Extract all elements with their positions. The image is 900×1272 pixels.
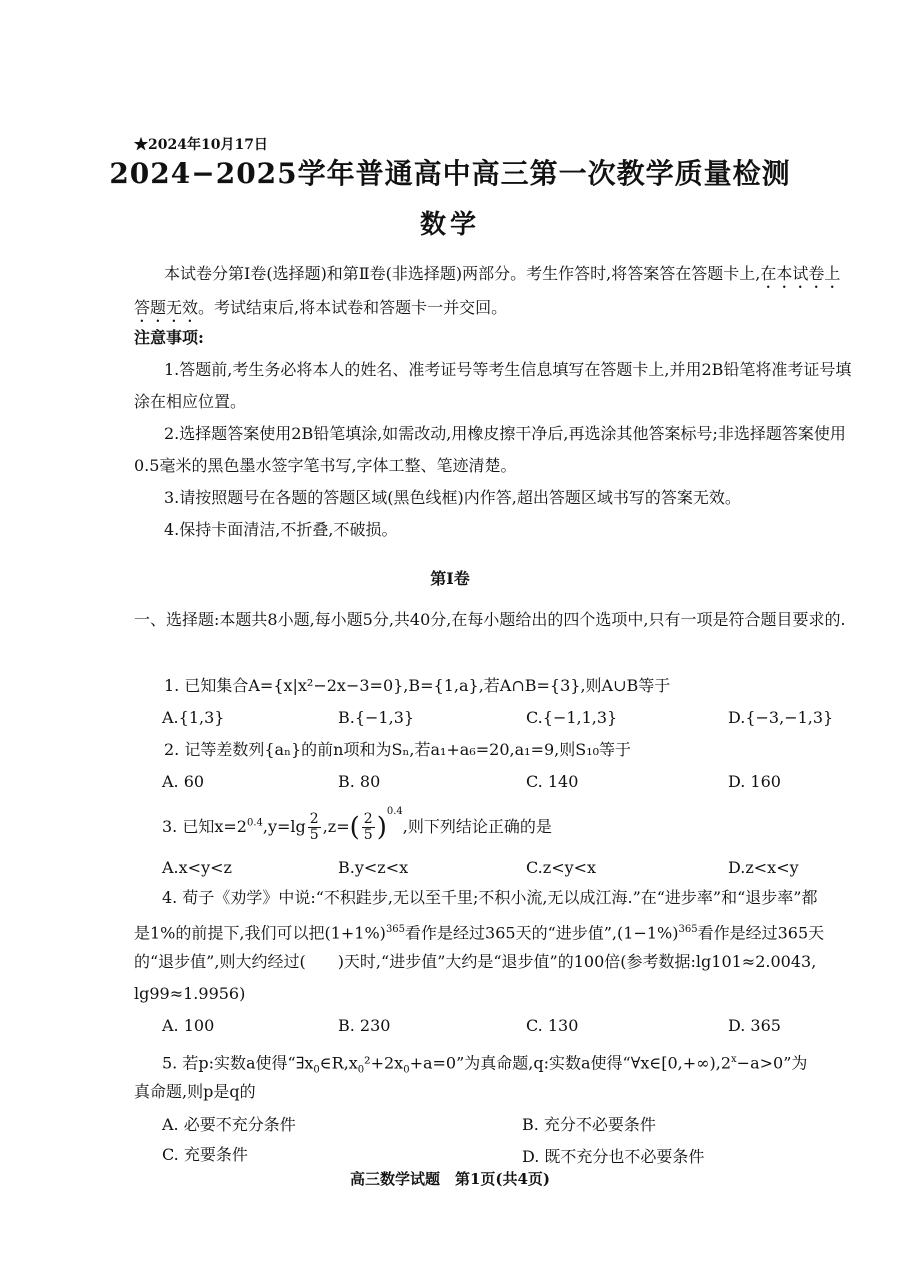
question-2-option-b: B. 80 [338,772,381,791]
q3-fraction-1: $\frac{2}{5}$ [309,811,319,843]
q3-mid1: ,y=lg [262,817,306,836]
page-footer: 高三数学试题 第1页(共4页) [349,1170,551,1188]
notes-heading: 注意事项: [134,328,204,347]
question-4-line-3: 的“退步值”,则大约经过( )天时,“进步值”大约是“退步值”的100倍(参考数据:lg101≈2.0043, [134,952,817,971]
section-title: 第Ⅰ卷 [430,569,470,588]
question-3-option-d: D.z<x<y [728,858,799,877]
question-4-option-b: B. 230 [338,1016,391,1035]
q3-pre: 3. 已知x=2 [162,817,247,836]
question-5-line-1: 5. 若p:实数a使得“$\exists x_0\in R,x_0^2+2x_0+a=0$”为真命题,q:实数a使得“$\forall x\in[0,+\infty),2^x-a>0$”为 [162,1053,808,1076]
intro-line2-emphasis: 本试卷上答题无效 [134,264,841,317]
question-2-stem: 2. 记等差数列{aₙ}的前n项和为Sₙ,若a₁+a₆=20,a₁=9,则S₁₀等于 [164,740,632,759]
question-3-option-b: B.y<z<x [338,858,409,877]
q3-mid2: ,z= [322,817,350,836]
question-3-option-c: C.z<y<x [526,858,597,877]
note-4: 4.保持卡面清洁,不折叠,不破损。 [164,520,398,539]
question-4-line-2: 是1%的前提下,我们可以把$(1+1\%)^{365}$看作是经过365天的“进步值$”,(1-1\%)^{365}$看作是经过365天 [134,923,825,943]
question-1-option-a: A.{1,3} [162,708,225,727]
note-3: 3.请按照题号在各题的答题区域(黑色线框)内作答,超出答题区域书写的答案无效。 [164,488,741,507]
question-4-option-d: D. 365 [728,1016,781,1035]
exam-date: ★2024年10月17日 [134,137,268,153]
q3-fraction-2: $\frac{2}{5}$ [363,811,373,843]
note-2: 2.选择题答案使用2B铅笔填涂,如需改动,用橡皮擦干净后,再选涂其他答案标号;非选择题答案使用0.5毫米的黑色墨水签字笔书写,字体工整、笔迹清楚。 [134,424,846,475]
question-4-option-a: A. 100 [162,1016,215,1035]
q3-post: ,则下列结论正确的是 [402,817,552,836]
intro-line1-emphasis: 在 [760,264,777,283]
section-instruction: 一、选择题:本题共8小题,每小题5分,共40分,在每小题给出的四个选项中,只有一项是符合题目要求的. [134,610,846,629]
question-2-option-d: D. 160 [728,772,781,791]
question-4-line-1: 4. 荀子《劝学》中说:“不积跬步,无以至千里;不积小流,无以成江海.”在“进步率”和“退步率”都 [162,888,818,907]
question-1-option-d: D.{−3,−1,3} [728,708,834,727]
question-4-line-4: lg99≈1.9956) [134,984,246,1003]
intro-paragraph [134,258,854,326]
question-5-option-a: A. 必要不充分条件 [162,1115,296,1134]
question-5-option-c: C. 充要条件 [162,1145,248,1164]
exam-subject: 数学 [419,210,480,240]
question-5-option-d: D. 既不充分也不必要条件 [522,1147,705,1166]
question-5-line-2: 真命题,则p是q的 [134,1082,256,1101]
question-5-option-b: B. 充分不必要条件 [522,1115,656,1134]
note-1: 1.答题前,考生务必将本人的姓名、准考证号等考生信息填写在答题卡上,并用2B铅笔将准考证号填涂在相应位置。 [134,360,852,411]
question-2-option-a: A. 60 [162,772,205,791]
exam-title: 2024−2025学年普通高中高三第一次教学质量检测 [109,157,791,190]
question-3-stem: 3. 已知$x=2^{0.4},y=\lg$ $\frac{2}{5}$ ,z=( $\frac{2}{5}$ )$^{0.4}$,则下列结论正确的是 [162,806,552,843]
intro-line2-rest: 。考试结束后,将本试卷和答题卡一并交回。 [198,298,508,317]
question-1-option-c: C.{−1,1,3} [526,708,618,727]
q3-exp1: 0.4 [246,817,263,829]
question-3-option-a: A.x<y<z [162,858,232,877]
question-1-stem: 1. 已知集合A={x|x²−2x−3=0},B={1,a},若A∩B={3},则A∪B等于 [164,676,671,695]
q3-exp2: 0.4 [386,806,403,817]
intro-line1: 本试卷分第Ⅰ卷(选择题)和第Ⅱ卷(非选择题)两部分。考生作答时,将答案答在答题卡上, [164,264,761,283]
question-1-option-b: B.{−1,3} [338,708,415,727]
question-2-option-c: C. 140 [526,772,579,791]
question-4-option-c: C. 130 [526,1016,579,1035]
